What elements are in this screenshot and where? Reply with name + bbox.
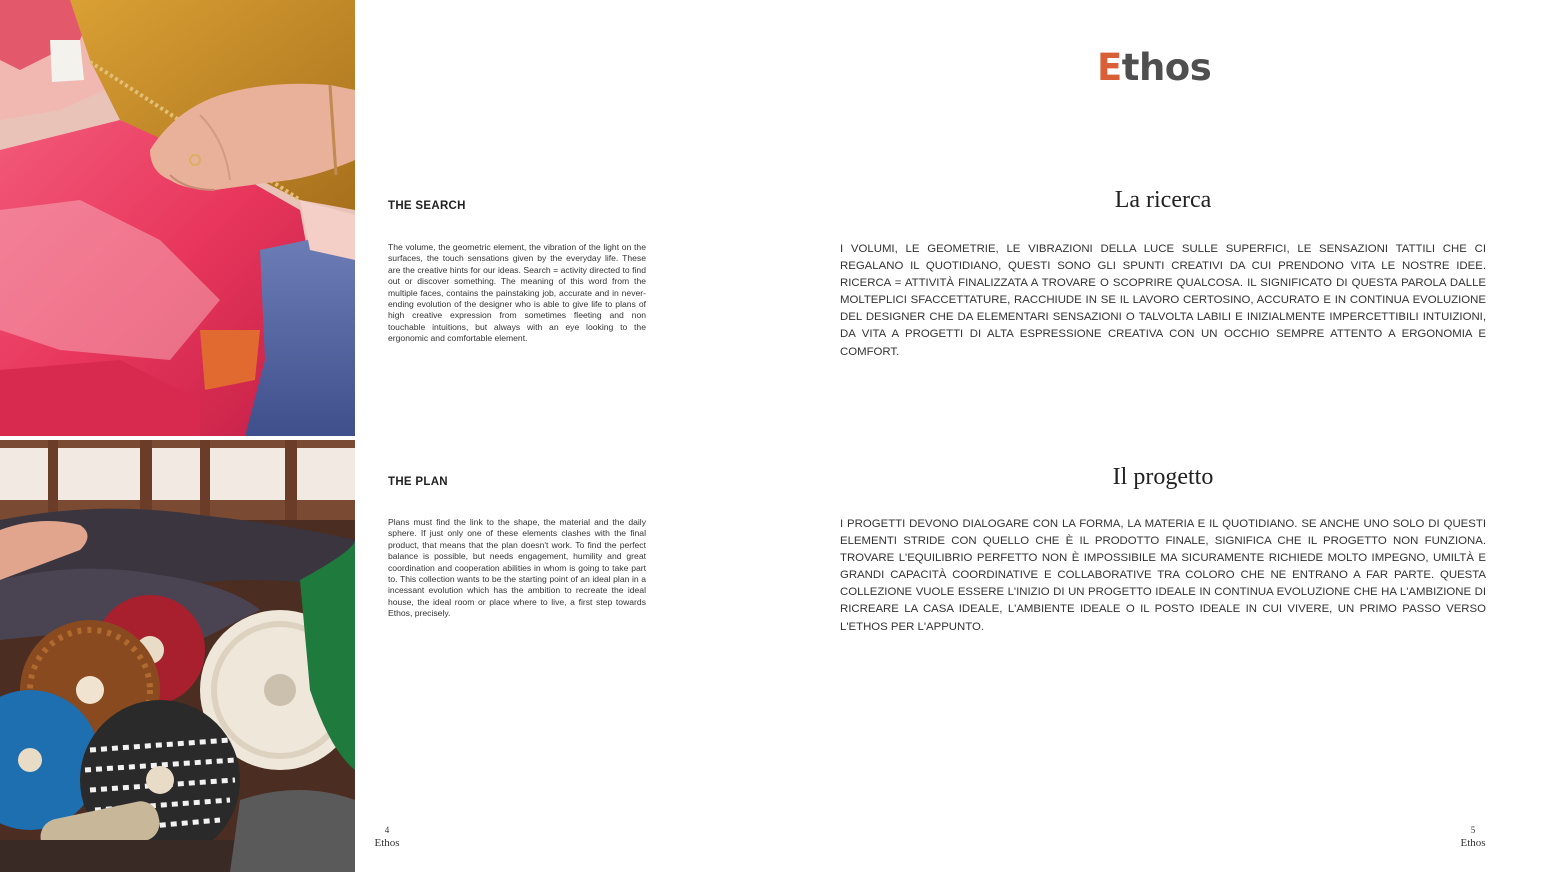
- folio-left: [368, 824, 406, 850]
- la-ricerca-text: I VOLUMI, LE GEOMETRIE, LE VIBRAZIONI DELLA LUCE SULLE SUPERFICI, LE SENSAZIONI TATTILI CHE CI REGALANO IL QUOTIDIANO, QUESTI SONO GLI SPUNTI CREATIVI DA CUI PRENDONO VITA LE NOSTRE IDEE. RICERCA = ATTIVITÀ FINALIZZATA A TROVARE O SCOPRIRE QUALCOSA. IL SIGNIFICATO DI QUESTA PAROLA DALLE MOLTEPLICI SFACCETTATURE, RACCHIUDE IN SE IL LAVORO CERTOSINO, ACCURATO E IN CONTINUA EVOLUZIONE DEL DESIGNER CHE DA ELEMENTARI SENSAZIONI O TALVOLTA LABILI E INIZIALMENTE IMPERCETTIBILI INTUIZIONI, DA VITA A PROGETTI DI ALTA ESPRESSIONE CREATIVA CON UN OCCHIO SEMPRE ATTENTO A ERGONOMIA E COMFORT.: [840, 243, 1486, 358]
- la-ricerca-heading: La ricerca: [1114, 187, 1212, 213]
- the-search-text: The volume, the geometric element, the vibration of the light on the surfaces, the touch sensations given by the everyday life. These are the creative hints for our ideas. Search = activity directed to find out or discover something. The meaning of this word from the multiple faces, contains the painstaking job, accurate and in never-ending evolution of the designer who is able to give life to plans of high creative expression from sometimes fleeting and non touchable intuitions, but always with an eye looking to the ergonomic and comfortable element.: [388, 242, 646, 344]
- fabric-rolls-image: [0, 440, 355, 872]
- il-progetto-text: I PROGETTI DEVONO DIALOGARE CON LA FORMA, LA MATERIA E IL QUOTIDIANO. SE ANCHE UNO SOLO DI QUESTI ELEMENTI STRIDE CON QUELLO CHE È IL PRODOTTO FINALE, SIGNIFICA CHE IL PROGETTO NON FUNZIONA. TROVARE L'EQUILIBRIO PERFETTO NON È IMPOSSIBILE MA SICURAMENTE RICHIEDE MOLTO IMPEGNO, UMILTÀ E GRANDI CAPACITÀ COORDINATIVE E COLLABORATIVE TRA COLORO CHE NE ENTRANO A FAR PARTE. QUESTA COLLEZIONE VUOLE ESSERE L'INIZIO DI UN PROGETTO IDEALE IN CONTINUA EVOLUZIONE CHE HA L'AMBIZIONE DI RICREARE LA CASA IDEALE, L'AMBIENTE IDEALE O IL POSTO IDEALE IN CUI VIVERE, UN PRIMO PASSO VERSO L'ETHOS PER L'APPUNTO.: [840, 518, 1486, 633]
- the-search-heading: THE SEARCH: [388, 200, 466, 212]
- the-plan-heading: THE PLAN: [388, 476, 448, 488]
- folio-name-right: Ethos: [1460, 837, 1486, 849]
- il-progetto-heading: Il progetto: [1112, 464, 1214, 490]
- ethos-logo: [1097, 48, 1211, 88]
- logo-initial: E: [1097, 46, 1122, 89]
- photo-fabric-rolls: [0, 440, 355, 872]
- fabric-samples-image: [0, 0, 355, 436]
- folio-right: [1454, 824, 1492, 850]
- photo-fabric-samples: [0, 0, 355, 436]
- folio-name-left: Ethos: [374, 837, 400, 849]
- the-plan-text: Plans must find the link to the shape, the material and the daily sphere. If just only one of these elements clashes with the final product, that means that the plan doesn't work. To find the perfect balance is possible, but needs engagement, humility and great coordination and cooperation abilities in whom is going to take part to. This collection wants to be the starting point of an ideal plan in a incessant evolution which has the ambition to recreate the ideal house, the ideal room or place where to live, a first step towards Ethos, precisely.: [388, 517, 646, 619]
- page-number-left: 4: [384, 825, 390, 835]
- logo-rest: thos: [1121, 46, 1212, 89]
- page-number-right: 5: [1470, 825, 1476, 835]
